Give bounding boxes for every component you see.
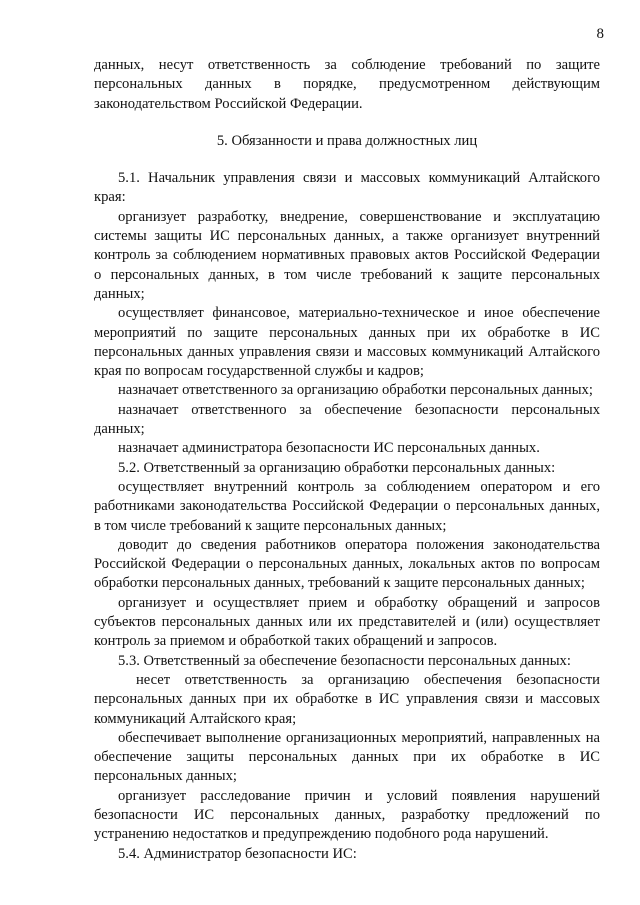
duty-item: обеспечивает выполнение организационных мероприятий, направленных на обеспечение защиты персональных данных при их обработке в ИС персональных данных; xyxy=(94,729,600,785)
duty-item: организует разработку, внедрение, совершенствование и эксплуатацию системы защиты ИС персональных данных, а также организует внутренний контроль за соблюдением нормативных правовых актов Российской Федерации о персональных данных, в том числе требований к защите персональных данных; xyxy=(94,208,600,302)
duty-item: назначает ответственного за организацию обработки персональных данных; xyxy=(118,382,593,399)
duty-item: несет ответственность за организацию обеспечения безопасности персональных данных при их обработке в ИС управления связи и массовых коммуникаций Алтайского края; xyxy=(94,671,600,727)
page-number: 8 xyxy=(596,26,604,42)
clause-5-4: 5.4. Администратор безопасности ИС: xyxy=(118,845,357,862)
clause-5-2: 5.2. Ответственный за организацию обработки персональных данных: xyxy=(118,459,556,476)
document-body xyxy=(94,56,600,864)
duty-item: осуществляет финансовое, материально-техническое и иное обеспечение мероприятий по защите персональных данных при их обработке в ИС персональных данных управления связи и массовых коммуникаций Алтайского края по вопросам государственной службы и кадров; xyxy=(94,305,600,380)
duty-item: организует и осуществляет прием и обработку обращений и запросов субъектов персональных данных или их представителей и (или) осуществляет контроль за приемом и обработкой таких обращений и запросов. xyxy=(94,594,600,650)
duty-item: доводит до сведения работников оператора положения законодательства Российской Федерации о персональных данных, локальных актов по вопросам обработки персональных данных, требований к защите персональных данных; xyxy=(94,536,600,592)
duty-item: назначает ответственного за обеспечение безопасности персональных данных; xyxy=(94,401,600,438)
section-heading: 5. Обязанности и права должностных лиц xyxy=(216,132,478,149)
clause-5-3: 5.3. Ответственный за обеспечение безопасности персональных данных: xyxy=(118,652,571,669)
duty-item: назначает администратора безопасности ИС персональных данных. xyxy=(118,440,540,457)
duty-item: организует расследование причин и условий появления нарушений безопасности ИС персональных данных, разработку предложений по устранению недостатков и предупреждению подобного рода нарушений. xyxy=(94,787,600,843)
paragraph-continuation: данных, несут ответственность за соблюдение требований по защите персональных данных в порядке, предусмотренном действующим законодательством Российской Федерации. xyxy=(94,57,600,112)
duty-item: осуществляет внутренний контроль за соблюдением оператором и его работниками законодательства Российской Федерации о персональных данных, в том числе требований к защите персональных данных; xyxy=(94,478,600,534)
clause-5-1: 5.1. Начальник управления связи и массовых коммуникаций Алтайского края: xyxy=(94,170,600,206)
